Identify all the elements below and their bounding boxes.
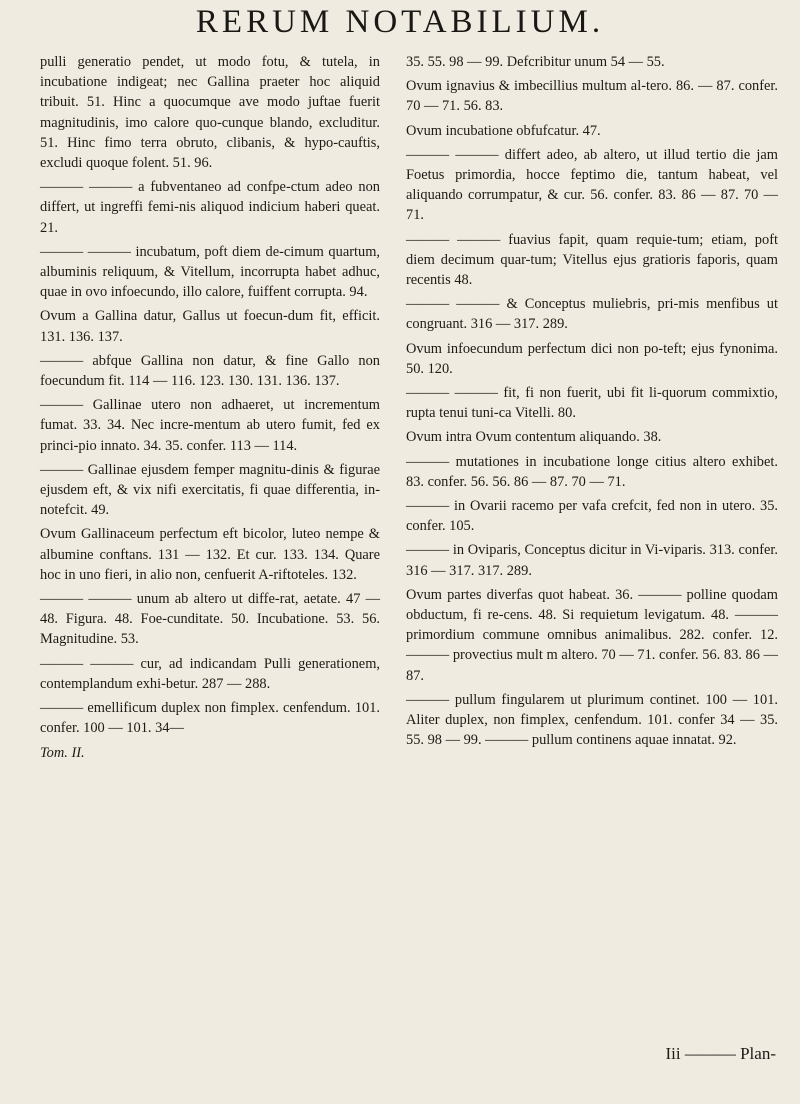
- catchword: Iii ——— Plan-: [665, 1044, 776, 1063]
- index-entry: ——— emellificum duplex non fimplex. cenfendum. 101. confer. 100 — 101. 34—: [40, 700, 380, 737]
- left-column: [40, 52, 380, 777]
- index-entry: Ovum ignavius & imbecillius multum al-tero. 86. — 87. confer. 70 — 71. 56. 83.: [406, 78, 778, 115]
- volume-signature: Tom. II.: [40, 744, 85, 761]
- index-entry: Ovum infoecundum perfectum dici non po-teft; ejus fynonima. 50. 120.: [406, 340, 778, 377]
- right-column: [406, 52, 778, 755]
- index-entry: Ovum Gallinaceum perfectum eft bicolor, luteo nempe & albumine conftans. 131 — 132. Et cur. 133. 134. Quare hoc in uno fieri, in alio non, cenfuerit A-riftoteles. 132.: [40, 526, 380, 583]
- index-entry: Ovum partes diverfas quot habeat. 36. ——— polline quodam obductum, fi re-cens. 48. Si requietum levigatum. 48. ——— primordium commune omnibus animalibus. 282. confer. 12. ——— provectius mult m altero. 70 — 71. confer. 56. 83. 86 — 87.: [406, 586, 778, 684]
- index-entry: ——— ——— differt adeo, ab altero, ut illud tertio die jam Foetus primordia, hocce feptimo die, tantum habeat, vel aliquando corrumpatur, & cur. 56. confer. 83. 86 — 87. 70 — 71.: [406, 146, 778, 224]
- index-entry: ——— Gallinae utero non adhaeret, ut incrementum fumat. 33. 34. Nec incre-mentum ab utero fumit, fed ex princi-pio innato. 34. 35. confer. 113 — 114.: [40, 397, 380, 454]
- index-entry: ——— in Ovarii racemo per vafa crefcit, fed non in utero. 35. confer. 105.: [406, 498, 778, 535]
- index-entry: ——— ——— fit, fi non fuerit, ubi fit li-quorum commixtio, rupta tenui tuni-ca Vitelli. 80.: [406, 385, 778, 422]
- index-entry: ——— ——— a fubventaneo ad confpe-ctum adeo non differt, ut ingreffi femi-nis aliquod indicium haberi queat. 21.: [40, 179, 380, 236]
- index-entry: pulli generatio pendet, ut modo fotu, & tutela, in incubatione indigeat; nec Gallina praeter hoc aliquid tribuit. 51. Hinc a quocumque ave modo juftae fuerit magnitudinis, imo calore quo-cunque blando, excluditur. 51. Hinc fimo terra obruto, clibanis, & hypo-cauftis, excludi quoque folent. 51. 96.: [40, 54, 380, 172]
- index-entry: ——— ——— fuavius fapit, quam requie-tum; etiam, poft diem decimum quar-tum; Vitellus ejus gratioris faporis, quam recentis 48.: [406, 231, 778, 289]
- index-entry: Ovum incubatione obfufcatur. 47.: [406, 122, 601, 139]
- index-entry: ——— mutationes in incubatione longe citius altero exhibet. 83. confer. 56. 56. 86 — 87. 70 — 71.: [406, 453, 778, 490]
- index-entry: ——— ——— incubatum, poft diem de-cimum quartum, albuminis reliquum, & Vitellum, incorrupta habet adhuc, quae in ovo infoecundo, illo calore, fuiffent corrupta. 94.: [40, 243, 380, 301]
- index-entry: 35. 55. 98 — 99. Defcribitur unum 54 — 55.: [406, 54, 665, 70]
- index-entry: Ovum intra Ovum contentum aliquando. 38.: [406, 429, 662, 446]
- index-entry: ——— ——— unum ab altero ut diffe-rat, aetate. 47 — 48. Figura. 48. Foe-cunditate. 50. Incubatione. 53. 56. Magnitudine. 53.: [40, 591, 380, 648]
- index-entry: ——— in Oviparis, Conceptus dicitur in Vi-viparis. 313. confer. 316 — 317. 317. 289.: [406, 542, 778, 579]
- index-entry: ——— ——— & Conceptus muliebris, pri-mis menfibus ut congruant. 316 — 317. 289.: [406, 296, 778, 333]
- index-entry: ——— pullum fingularem ut plurimum continet. 100 — 101. Aliter duplex, non fimplex, cenfendum. 101. confer 34 — 35. 55. 98 — 99. ——— pullum continens aquae innatat. 92.: [406, 691, 778, 749]
- index-entry: ——— Gallinae ejusdem femper magnitu-dinis & figurae ejusdem eft, & vix nifi exercitatis, fi quae differentia, in-notefcit. 49.: [40, 461, 380, 519]
- index-entry: ——— ——— cur, ad indicandam Pulli generationem, contemplandum exhi-betur. 287 — 288.: [40, 655, 380, 692]
- running-head: RERUM NOTABILIUM.: [195, 4, 605, 40]
- index-entry: ——— abfque Gallina non datur, & fine Gallo non foecundum fit. 114 — 116. 123. 130. 131. 136. 137.: [40, 352, 380, 390]
- index-entry: Ovum a Gallina datur, Gallus ut foecun-dum fit, efficit. 131. 136. 137.: [40, 308, 380, 345]
